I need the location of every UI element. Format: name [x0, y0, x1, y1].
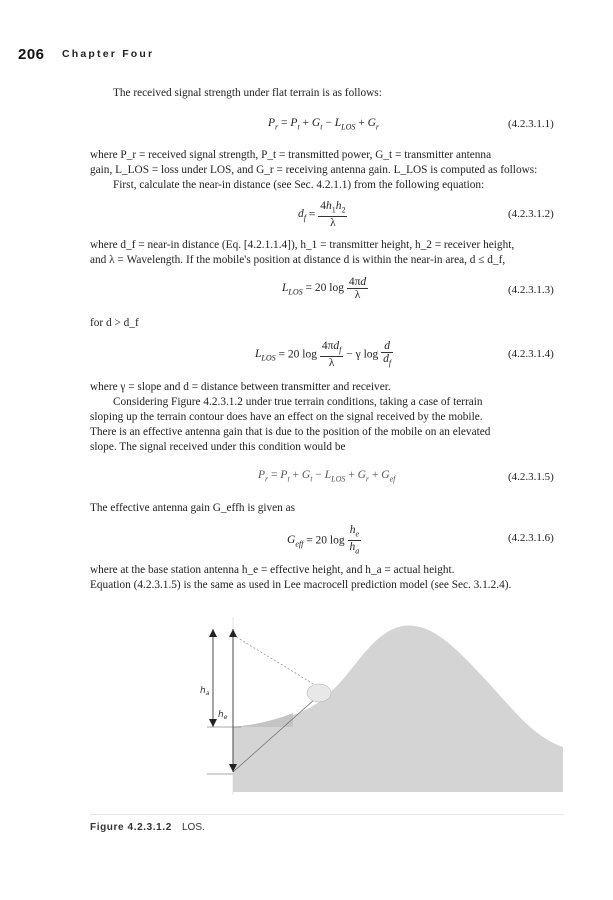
equation-2: $d_f$ = $\frac{4h_1h_2}{\lambda}$: [298, 200, 346, 230]
equation-1-number: (4.2.3.1.1): [508, 118, 554, 130]
paragraph-effective-gain: The effective antenna gain G_effh is given as: [90, 502, 296, 514]
equation-4: $L_{LOS} = 20$ log $\frac{4\pi d_f}{\lambda}$ − γ log $\frac{d}{d_f}$: [255, 340, 392, 370]
terrain-slope: [233, 626, 563, 792]
paragraph-where-2: [90, 238, 564, 268]
paragraph-where-1: [90, 148, 564, 193]
equation-2-number: (4.2.3.1.2): [508, 208, 554, 220]
equation-6: $G_{eff} = 20$ log $\frac{h_e}{h_a}$: [287, 524, 360, 556]
paragraph-where-3: [90, 380, 564, 455]
paragraph-line: where P_r = received signal strength, P_t = transmitted power, G_t = transmitter antenna: [90, 149, 492, 161]
terrain-base: [233, 713, 293, 727]
mobile-vehicle-icon: [307, 684, 331, 702]
paragraph-line: where γ = slope and d = distance between transmitter and receiver.: [90, 381, 391, 393]
paragraph-line: slope. The signal received under this condition would be: [90, 441, 346, 453]
paragraph-line: where d_f = near-in distance (Eq. [4.2.1.1.4]), h_1 = transmitter height, h_2 = receiver height,: [90, 239, 515, 251]
paragraph-line: There is an effective antenna gain that is due to the position of the mobile on an elevated: [90, 426, 491, 438]
line-of-sight-upper: [233, 635, 315, 685]
equation-5-number: (4.2.3.1.5): [508, 471, 554, 483]
paragraph-for: for d > d_f: [90, 317, 139, 329]
chapter-title: Chapter Four: [62, 48, 155, 60]
equation-3-number: (4.2.3.1.3): [508, 284, 554, 296]
paragraph-intro: The received signal strength under flat terrain is as follows:: [113, 87, 382, 99]
los-figure: [193, 617, 563, 795]
equation-1: $P_r = P_t + G_t - L_{LOS} + G_r$: [268, 117, 380, 132]
paragraph-line: and λ = Wavelength. If the mobile's position at distance d is within the near-in area, d ≤ d_f,: [90, 254, 506, 266]
equation-3: $L_{LOS} = 20$ log $\frac{4\pi d}{\lambda}$: [282, 276, 367, 301]
he-arrow-up-icon: [229, 629, 237, 637]
figure-caption-text: LOS.: [182, 822, 205, 833]
equation-5: $P_r = P_t + G_t - L_{LOS} + G_r + G_{ef}$: [258, 469, 396, 484]
page-number: 206: [18, 46, 45, 63]
he-label: $h_e$: [218, 710, 228, 721]
ha-arrow-up-icon: [209, 629, 217, 637]
ha-label: $h_a$: [200, 686, 210, 697]
paragraph-line: Considering Figure 4.2.3.1.2 under true terrain conditions, taking a case of terrain: [113, 396, 483, 408]
paragraph-line: gain, L_LOS = loss under LOS, and G_r = receiving antenna gain. L_LOS is computed as follows:: [90, 164, 538, 176]
paragraph-line: Equation (4.2.3.1.5) is the same as used in Lee macrocell prediction model (see Sec. 3.1.2.4).: [90, 579, 512, 591]
equation-4-number: (4.2.3.1.4): [508, 348, 554, 360]
paragraph-line: First, calculate the near-in distance (see Sec. 4.2.1.1) from the following equation:: [113, 179, 485, 191]
ha-arrow-down-icon: [209, 719, 217, 727]
figure-divider: [90, 814, 564, 815]
figure-caption-label: Figure 4.2.3.1.2: [90, 822, 172, 833]
paragraph-line: where at the base station antenna h_e = effective height, and h_a = actual height.: [90, 564, 455, 576]
paragraph-where-4: [90, 563, 564, 593]
equation-6-number: (4.2.3.1.6): [508, 532, 554, 544]
paragraph-line: sloping up the terrain contour does have an effect on the signal received by the mobile.: [90, 411, 483, 423]
